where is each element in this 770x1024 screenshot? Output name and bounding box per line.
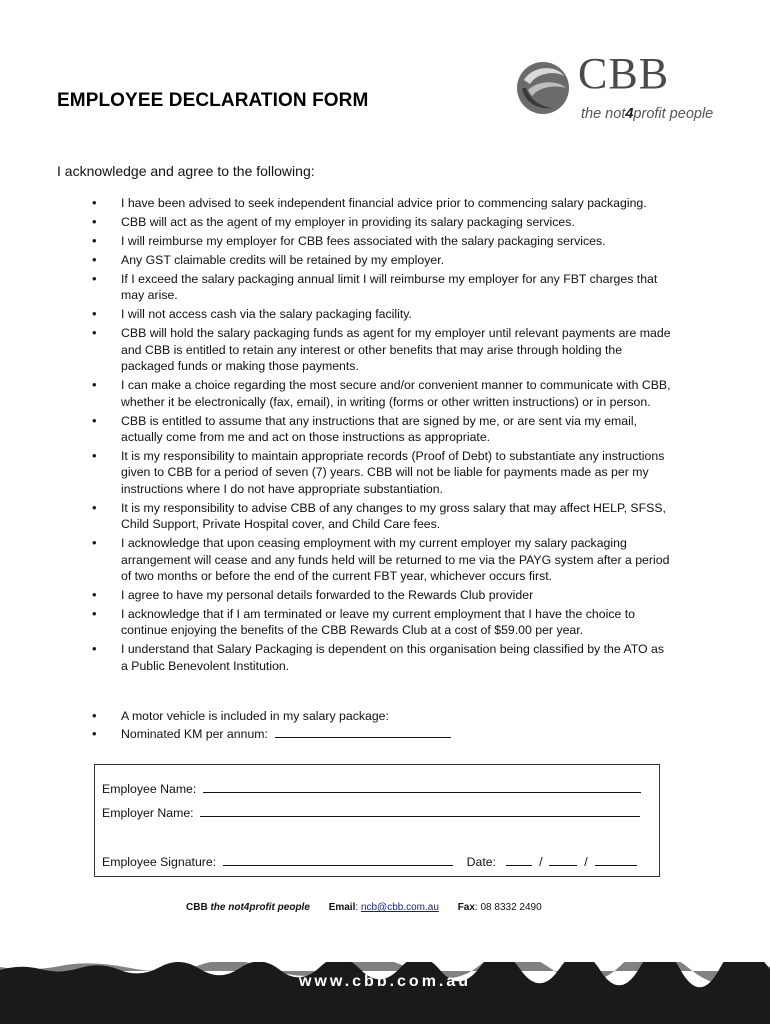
intro-text: I acknowledge and agree to the following:: [57, 163, 315, 179]
logo-wordmark: CBB: [578, 49, 670, 98]
date-separator: /: [539, 855, 543, 869]
date-label: Date:: [466, 855, 497, 869]
employer-name-row: [102, 806, 640, 820]
employee-signature-field[interactable]: [223, 855, 453, 866]
employee-signature-label: Employee Signature:: [102, 855, 217, 869]
nominated-km-field[interactable]: [275, 727, 451, 738]
email-link[interactable]: ncb@cbb.com.au: [360, 902, 439, 913]
date-day-field[interactable]: [506, 855, 532, 866]
footer-band: [0, 962, 770, 1024]
vehicle-list: [92, 708, 672, 744]
date-month-field[interactable]: [549, 855, 577, 866]
declaration-item: • I have been advised to seek independent financial advice prior to commencing salary packaging.: [92, 195, 672, 211]
declaration-item: • CBB is entitled to assume that any instructions that are signed by me, or are sent via my email, actually come from me and act on those instructions as appropriate.: [92, 413, 672, 446]
declaration-item: • I can make a choice regarding the most secure and/or convenient manner to communicate with CBB, whether it be electronically (fax, email), in writing (forms or other written instructions) or in person.: [92, 377, 672, 410]
footer-brand: CBB the not4profit people: [186, 902, 310, 913]
fax-label: Fax:: [457, 902, 478, 913]
motor-vehicle-item: • A motor vehicle is included in my salary package:: [92, 708, 672, 724]
declaration-item: • I acknowledge that if I am terminated or leave my current employment that I have the choice to continue enjoying the benefits of the CBB Rewards Club at a cost of $59.00 per year.: [92, 606, 672, 639]
website-link[interactable]: www.cbb.com.au: [298, 973, 472, 990]
date-year-field[interactable]: [595, 855, 637, 866]
employer-name-field[interactable]: [200, 806, 640, 817]
declaration-item: • I agree to have my personal details forwarded to the Rewards Club provider: [92, 587, 672, 603]
declaration-item: • It is my responsibility to advise CBB of any changes to my gross salary that may affect HELP, SFSS, Child Support, Private Hospital cover, and Child Care fees.: [92, 500, 672, 533]
declaration-item: • CBB will act as the agent of my employer in providing its salary packaging services.: [92, 214, 672, 230]
employee-name-row: [102, 782, 641, 796]
contact-info: [186, 902, 542, 913]
declaration-item: • I acknowledge that upon ceasing employment with my current employer my salary packaging arrangement will cease and any funds held will be returned to me via the PAYG system after a period of two months or before the end of the current FBT year, whichever occurs first.: [92, 535, 672, 584]
declaration-item: • CBB will hold the salary packaging funds as agent for my employer until relevant payments are made and CBB is entitled to retain any interest or other benefits that may arise through holding the packaged funds or making those payments.: [92, 325, 672, 374]
declaration-item: • It is my responsibility to maintain appropriate records (Proof of Debt) to substantiate any instructions given to CBB for a period of seven (7) years. CBB will not be liable for payments made as per my instructions where I do not have appropriate substantiation.: [92, 448, 672, 497]
declaration-item: • I will reimburse my employer for CBB fees associated with the salary packaging services.: [92, 233, 672, 249]
fax-number: 08 8332 2490: [480, 902, 542, 913]
declaration-list: [92, 195, 672, 677]
logo-tagline: the not4profit people: [581, 106, 714, 122]
signature-row: [102, 855, 637, 869]
nominated-km-item: • Nominated KM per annum:: [92, 726, 672, 742]
declaration-item: • I will not access cash via the salary packaging facility.: [92, 306, 672, 322]
cbb-swirl-icon: [514, 58, 572, 116]
form-title: EMPLOYEE DECLARATION FORM: [57, 90, 369, 111]
date-separator: /: [584, 855, 588, 869]
declaration-item: • I understand that Salary Packaging is dependent on this organisation being classified by the ATO as a Public Benevolent Institution.: [92, 641, 672, 674]
cbb-logo: [514, 49, 739, 128]
declaration-item: • Any GST claimable credits will be retained by my employer.: [92, 252, 672, 268]
declaration-item: • If I exceed the salary packaging annual limit I will reimburse my employer for any FBT charges that may arise.: [92, 271, 672, 304]
employee-name-field[interactable]: [203, 782, 641, 793]
signature-box: [94, 764, 660, 877]
employee-name-label: Employee Name:: [102, 782, 197, 796]
employer-name-label: Employer Name:: [102, 806, 194, 820]
email-label: Email:: [328, 902, 359, 913]
